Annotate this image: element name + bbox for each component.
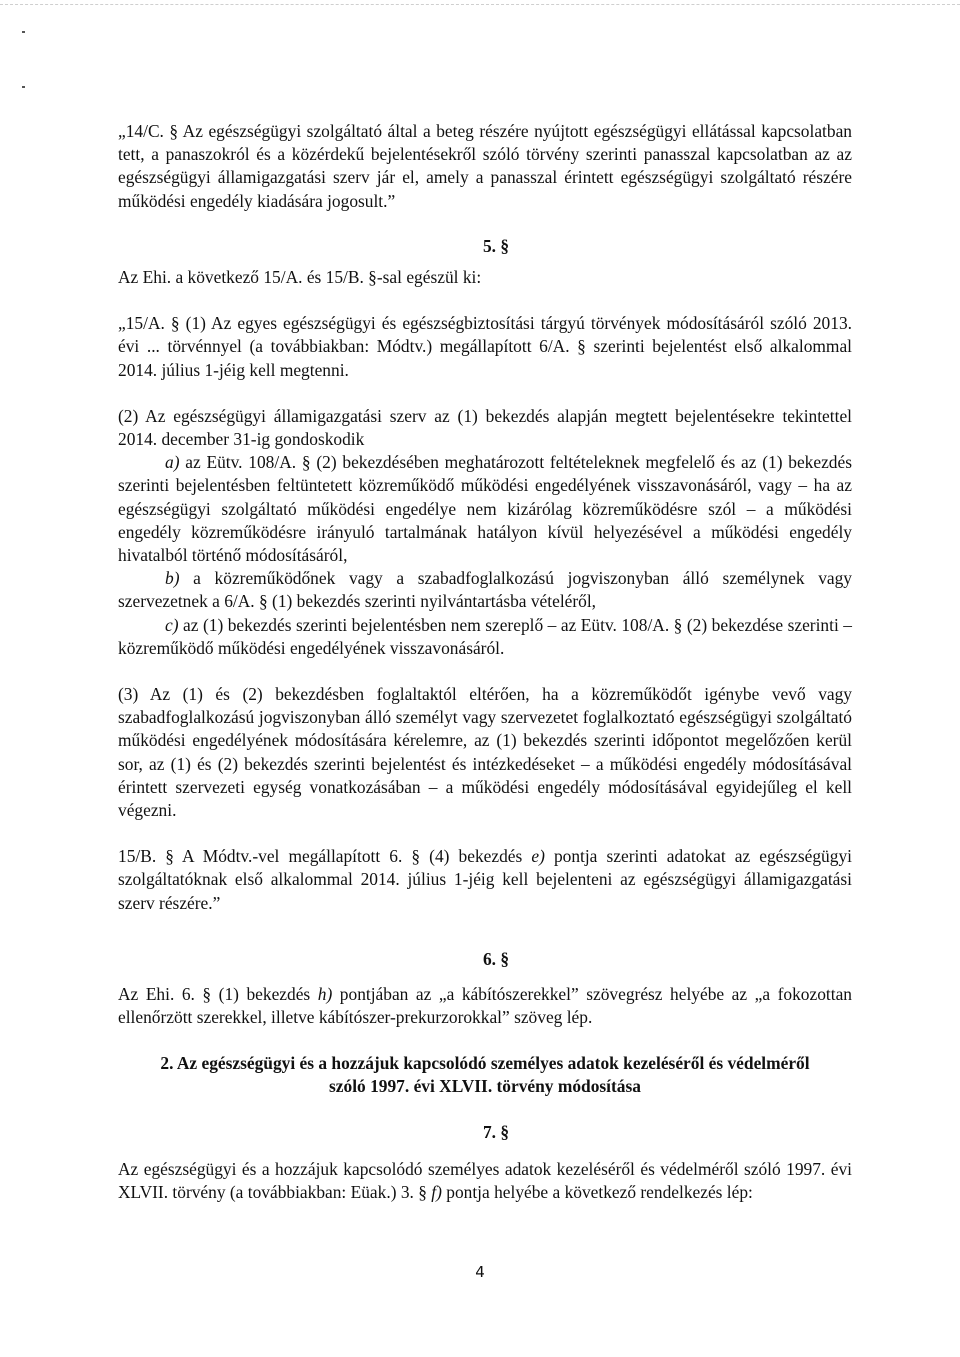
point-c-text: az (1) bekezdés szerinti bejelentésben nem szereplő – az Eütv. 108/A. § (2) bekezdése szerinti – közreműködő működési engedélyének visszavonásáról. (118, 614, 852, 658)
paragraph-intro-15a: Az Ehi. a következő 15/A. és 15/B. §-sal egészül ki: (118, 267, 482, 288)
point-b-label: b) (165, 568, 180, 589)
chapter-2-heading-line-2: szóló 1997. évi XLVII. törvény módosítása (329, 1075, 641, 1096)
section-7-title: 7. § (482, 1121, 510, 1142)
scan-mark (22, 86, 25, 88)
paragraph-15a-2b (118, 567, 852, 613)
paragraph-15b-end: pontja szerinti adatokat az egészségügyi szolgáltatóknak első alkalommal 2014. július 1-jéig kell bejelenteni az egészségügyi államigazgatási szerv részére.” (118, 846, 852, 913)
scan-top-edge (0, 4, 960, 7)
paragraph-15a-2: (2) Az egészségügyi államigazgatási szerv az (1) bekezdés alapján megtett bejelentésekre tekintettel 2014. december 31-ig gondoskodik (118, 405, 852, 450)
point-f-label: f) (431, 1182, 442, 1203)
point-a-label: a) (165, 452, 180, 473)
paragraph-euak-3-end: pontja helyébe a következő rendelkezés lép: (446, 1182, 753, 1203)
point-e-label: e) (531, 846, 545, 867)
point-b-text: a közreműködőnek vagy a szabadfoglalkozású jogviszonyban álló személynek vagy szervezetnek a 6/A. § (1) bekezdés szerinti nyilvántartásba vételéről, (118, 568, 852, 612)
paragraph-15a-2a (118, 451, 852, 567)
paragraph-ehi-6-end: pontjában az „a kábítószerekkel” szövegrész helyébe az „a fokozottan ellenőrzött szerekkel, illetve kábítószer-prekurzorokkal” szöveg lép. (118, 984, 852, 1028)
point-a-text: az Eütv. 108/A. § (2) bekezdésében meghatározott feltételeknek megfelelő és az (1) bekezdés szerinti bejelentésben feltüntetett közreműködő működési engedélyének visszavonásáról, vagy – ha az egészségügyi szolgáltató működési engedélye nem kizárólag közreműködésre szól – a működési engedély közreműködésre irányuló tartalmának hatályon kívül helyezésével a működési engedély hivatalból történő módosításáról, (118, 452, 852, 566)
paragraph-euak-3-start: Az egészségügyi és a hozzájuk kapcsolódó személyes adatok kezeléséről és védelméről szóló 1997. évi XLVII. törvény (a továbbiakban: Eüak.) 3. § (118, 1159, 852, 1203)
paragraph-15b (118, 845, 852, 915)
section-6-title: 6. § (482, 948, 510, 969)
paragraph-14c: „14/C. § Az egészségügyi szolgáltató által a beteg részére nyújtott egészségügyi ellátással kapcsolatban tett, a panaszokról és a közérdekű bejelentésekről szóló törvény szerinti panasszal kapcsolatban az az egészségügyi államigazgatási szerv jár el, amely a panasszal érintett egészségügyi szolgáltató részére működési engedély kiadására jogosult.” (118, 121, 852, 211)
paragraph-15a-2c (118, 614, 852, 660)
paragraph-ehi-6 (118, 983, 852, 1029)
page-number: 4 (475, 1263, 485, 1281)
chapter-2-heading-line-1: 2. Az egészségügyi és a hozzájuk kapcsolódó személyes adatok kezeléséről és védelméről (160, 1052, 810, 1073)
paragraph-euak-3 (118, 1158, 852, 1204)
document-page (118, 120, 852, 1205)
paragraph-ehi-6-start: Az Ehi. 6. § (1) bekezdés (118, 984, 311, 1005)
scan-mark (22, 31, 25, 33)
section-5-title: 5. § (482, 235, 510, 256)
point-c-label: c) (165, 614, 179, 635)
point-h-label: h) (317, 984, 333, 1005)
paragraph-15a-3: (3) Az (1) és (2) bekezdésben foglaltaktól eltérően, ha a közreműködőt igénybe vevő vagy szabadfoglalkozású jogviszonyban álló személyt vagy szervezetet foglalkoztató egészségügyi szolgáltató működési engedélyének módosítására kérelemre, az (1) bekezdés szerinti időpontot megelőzően kerül sor, az (1) és (2) bekezdés szerinti bejelentést és intézkedéseket – a működési engedély módosításával érintett szervezeti egység vonatkozásában – a működési engedély módosításával egyidejűleg el kell végezni. (118, 684, 852, 821)
paragraph-15a-1: „15/A. § (1) Az egyes egészségügyi és egészségbiztosítási tárgyú törvények módosításáról szóló 2013. évi ... törvénnyel (a továbbiakban: Módtv.) megállapított 6/A. § szerinti bejelentést első alkalommal 2014. július 1-jéig kell megtenni. (118, 313, 852, 380)
paragraph-15b-start: 15/B. § A Módtv.-vel megállapított 6. § (4) bekezdés (118, 846, 523, 867)
